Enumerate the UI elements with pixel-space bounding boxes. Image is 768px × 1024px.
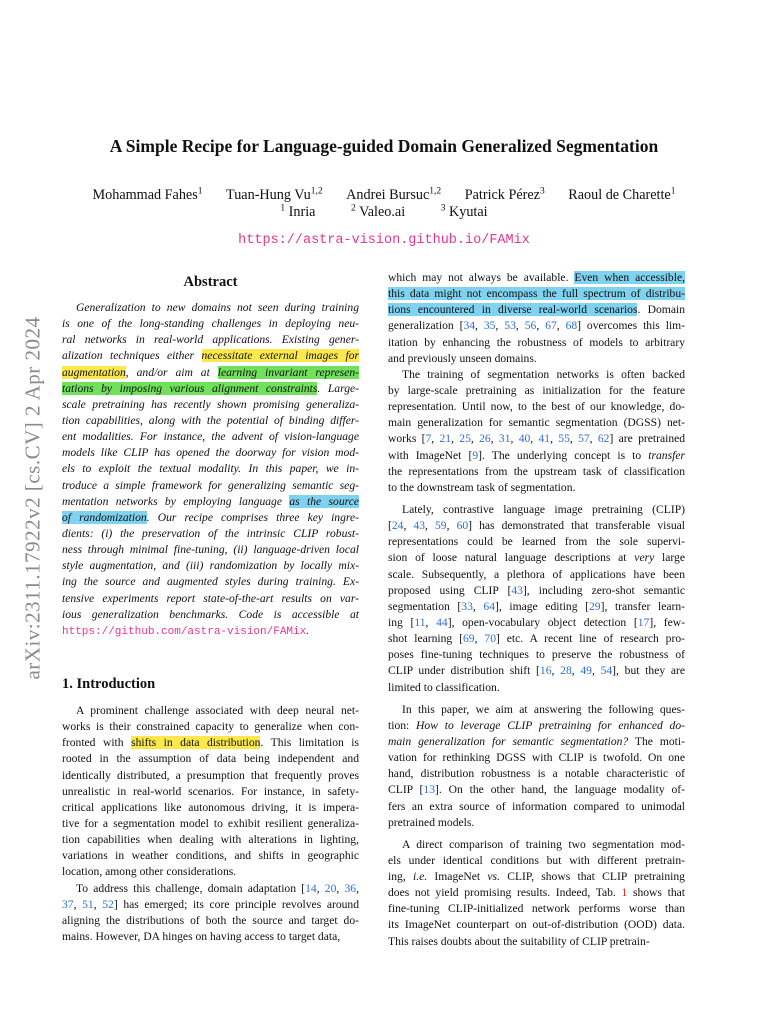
text-line bbox=[62, 574, 359, 590]
text-line bbox=[388, 351, 685, 367]
text-run: CLIP [ bbox=[388, 783, 424, 797]
text-run: ], transfer learn- bbox=[600, 599, 686, 613]
text-run: [ bbox=[388, 519, 392, 533]
text-run: , bbox=[431, 432, 440, 446]
text-run: tion capabilities when dealing with alterations in lighting, bbox=[62, 833, 359, 847]
text-run: , bbox=[475, 319, 484, 333]
text-run: works is their constrained capacity to generalize when con- bbox=[62, 720, 359, 734]
text-run: vs. bbox=[487, 870, 500, 884]
text-run: tion: bbox=[388, 718, 417, 732]
text-run: , bbox=[510, 432, 519, 446]
text-line bbox=[62, 397, 359, 413]
text-run: representation. Until now, to the best of our knowledge, do- bbox=[388, 400, 685, 414]
project-url-link[interactable]: https://astra-vision.github.io/FAMix bbox=[238, 233, 530, 248]
text-run: aligning the distributions of both the source and target do- bbox=[62, 913, 359, 927]
highlighted-text: augmentation bbox=[62, 365, 126, 379]
text-run: and previously unseen domains. bbox=[388, 351, 537, 365]
text-line bbox=[388, 480, 685, 496]
highlighted-text: of randomization bbox=[62, 510, 147, 524]
citation-link[interactable]: 20 bbox=[324, 881, 337, 895]
body-paragraph bbox=[388, 837, 685, 950]
citation-link[interactable]: 36 bbox=[344, 881, 357, 895]
text-run: with ImageNet [ bbox=[388, 448, 473, 462]
affiliation-list bbox=[0, 203, 768, 221]
text-run: segmentation [ bbox=[388, 599, 462, 613]
citation-link[interactable]: 49 bbox=[580, 664, 592, 678]
text-line bbox=[62, 526, 359, 542]
text-run: ] overcomes this lim- bbox=[577, 319, 686, 333]
citation-link[interactable]: 59 bbox=[435, 519, 447, 533]
text-line bbox=[388, 750, 685, 766]
text-line bbox=[62, 445, 359, 461]
text-run: ]. On the other hand, the language modality of- bbox=[435, 783, 685, 797]
text-run: style augmentation, and (iii) randomization by locally mix- bbox=[62, 559, 359, 573]
citation-link[interactable]: 64 bbox=[483, 599, 495, 613]
text-run: does not yield promising results. Indeed, Tab. bbox=[388, 886, 622, 900]
affiliation: $^2$ Valeo.ai bbox=[351, 203, 406, 220]
text-run: ing, bbox=[388, 870, 413, 884]
text-line bbox=[62, 816, 359, 832]
text-run: location, among other considerations. bbox=[62, 865, 237, 879]
text-line bbox=[388, 318, 685, 334]
text-line bbox=[62, 591, 359, 607]
text-run: identically distributed, a presumption that frequently proves bbox=[62, 768, 359, 782]
text-run: the representations from the upstream task of classification bbox=[388, 464, 685, 478]
text-run: tensive experiments report state-of-the-art results on var- bbox=[62, 591, 359, 605]
text-line bbox=[62, 719, 359, 735]
author: Raoul de Charette$^1$ bbox=[568, 186, 676, 203]
text-line bbox=[62, 897, 359, 913]
text-line bbox=[388, 702, 685, 718]
text-run: A direct comparison of training two segmentation mod- bbox=[402, 837, 685, 851]
text-run: A prominent challenge associated with deep neural net- bbox=[76, 703, 359, 717]
text-line bbox=[62, 300, 359, 316]
text-run: shows that bbox=[627, 886, 685, 900]
text-run: pretrained models. bbox=[388, 815, 475, 829]
text-line bbox=[62, 494, 359, 510]
text-run: ] are pretrained bbox=[609, 432, 686, 446]
text-run: ], including zero-shot semantic bbox=[522, 583, 685, 597]
text-line bbox=[62, 735, 359, 751]
text-run: proposed using CLIP [ bbox=[388, 583, 512, 597]
text-line bbox=[388, 415, 685, 431]
text-line bbox=[388, 583, 685, 599]
text-run: very bbox=[634, 551, 655, 565]
highlighted-text: as the source bbox=[289, 494, 359, 508]
text-run: How to leverage CLIP pretraining for enhanced do- bbox=[416, 718, 686, 732]
text-run: to the downstream task of segmentation. bbox=[388, 480, 576, 494]
text-line bbox=[388, 399, 685, 415]
citation-link[interactable]: 69 bbox=[463, 632, 475, 646]
text-run: models like CLIP has opened the doorway for vision mod- bbox=[62, 446, 359, 460]
text-line bbox=[388, 901, 685, 917]
text-run: , bbox=[403, 519, 414, 533]
text-run: To address this challenge, domain adaptation [ bbox=[76, 881, 306, 895]
citation-link[interactable]: 37 bbox=[62, 897, 74, 911]
text-line bbox=[62, 316, 359, 332]
citation-link[interactable]: 52 bbox=[102, 897, 114, 911]
highlighted-text: Even when accessible, bbox=[574, 271, 685, 284]
text-run: ], few- bbox=[649, 615, 686, 629]
text-run: This raises doubts about the suitability of CLIP pretrain- bbox=[388, 934, 650, 948]
text-line bbox=[62, 413, 359, 429]
text-line bbox=[62, 784, 359, 800]
citation-link[interactable]: 26 bbox=[479, 432, 491, 446]
intro-heading: 1. Introduction bbox=[62, 675, 156, 692]
citation-link[interactable]: 11 bbox=[414, 615, 426, 629]
text-line bbox=[388, 917, 685, 933]
text-run: vation for rethinking DGSS with CLIP is twofold. On one bbox=[388, 751, 685, 765]
author-list bbox=[0, 186, 768, 204]
text-line bbox=[388, 885, 685, 901]
citation-link[interactable]: 7 bbox=[425, 432, 432, 446]
text-run: , bbox=[472, 599, 484, 613]
text-line bbox=[62, 542, 359, 558]
text-line bbox=[388, 335, 685, 351]
text-run: , bbox=[474, 632, 485, 646]
text-line bbox=[62, 913, 359, 929]
citation-link[interactable]: 14 bbox=[305, 881, 317, 895]
text-run: main generalization for semantic segmentation? bbox=[388, 734, 629, 748]
text-run: , bbox=[356, 881, 359, 895]
affiliation: $^1$ Inria bbox=[280, 203, 316, 220]
citation-link[interactable]: 21 bbox=[439, 432, 452, 446]
citation-link[interactable]: 40 bbox=[518, 432, 531, 446]
text-line bbox=[388, 448, 685, 464]
text-run: ing the source and augmented styles during training. Ex- bbox=[62, 575, 359, 589]
citation-link[interactable]: 55 bbox=[558, 432, 570, 446]
body-paragraph bbox=[388, 702, 685, 831]
citation-link[interactable]: 43 bbox=[511, 583, 523, 597]
citation-link[interactable]: 67 bbox=[545, 319, 557, 333]
citation-link[interactable]: 31 bbox=[498, 432, 511, 446]
text-line bbox=[388, 815, 685, 831]
text-run: fers an extra source of information compared to unimodal bbox=[388, 799, 685, 813]
affiliation: $^3$ Kyutai bbox=[440, 203, 488, 220]
author: Patrick Pérez$^3$ bbox=[464, 186, 545, 203]
citation-link[interactable]: 41 bbox=[538, 432, 551, 446]
text-run: scale. Subsequently, a plethora of applications have been bbox=[388, 567, 685, 581]
text-line bbox=[388, 782, 685, 798]
text-run: , bbox=[569, 432, 579, 446]
text-run[interactable]: 1 bbox=[621, 886, 628, 900]
text-run: , bbox=[589, 432, 598, 446]
citation-link[interactable]: 62 bbox=[597, 432, 610, 446]
text-run: hand, distribution robustness is a notable characteristic of bbox=[388, 767, 685, 781]
text-line bbox=[388, 518, 685, 534]
text-line bbox=[62, 929, 359, 945]
text-line bbox=[388, 383, 685, 399]
citation-link[interactable]: 68 bbox=[565, 319, 578, 333]
text-line bbox=[62, 510, 359, 526]
text-run: ious generalization benchmarks. Code is accessible at bbox=[62, 607, 359, 621]
text-run: Lately, contrastive language image pretraining (CLIP) bbox=[402, 502, 685, 516]
text-run: In this paper, we aim at answering the following ques- bbox=[402, 702, 685, 716]
text-run: ], but they are bbox=[612, 664, 686, 678]
text-run: ], open-vocabulary object detection [ bbox=[447, 615, 638, 629]
text-line bbox=[388, 599, 685, 615]
text-line bbox=[62, 703, 359, 719]
text-run: , bbox=[495, 319, 505, 333]
text-run: fronted with bbox=[62, 736, 132, 750]
text-line bbox=[388, 934, 685, 950]
text-run: large bbox=[654, 551, 685, 565]
text-line bbox=[388, 853, 685, 869]
citation-link[interactable]: 28 bbox=[560, 664, 572, 678]
citation-link[interactable]: 51 bbox=[82, 897, 94, 911]
text-run: , bbox=[556, 319, 566, 333]
citation-link[interactable]: 54 bbox=[600, 664, 613, 678]
body-paragraph bbox=[388, 270, 685, 367]
text-run: , bbox=[530, 432, 539, 446]
text-line bbox=[62, 429, 359, 445]
text-run: mentation networks by employing language bbox=[62, 494, 290, 508]
text-run: , bbox=[571, 664, 581, 678]
text-run: itation by enhancing the robustness of models to arbitrary bbox=[388, 335, 685, 349]
citation-link[interactable]: 9 bbox=[472, 448, 479, 462]
body-paragraph bbox=[388, 367, 685, 496]
text-run: dients: (i) the preservation of the intrinsic CLIP robust- bbox=[62, 526, 359, 540]
text-run: fine-tuning CLIP-initialized network performs worse than bbox=[388, 902, 685, 916]
text-line bbox=[62, 848, 359, 864]
text-run: troduce a simple framework for generalizing semantic seg- bbox=[62, 478, 359, 492]
intro-paragraph bbox=[62, 881, 359, 946]
text-run: unrealistic in real-world scenarios. For instance, in safety- bbox=[62, 784, 359, 798]
text-line bbox=[388, 464, 685, 480]
highlighted-text: learning invariant represen- bbox=[217, 365, 359, 379]
text-run: . bbox=[306, 623, 310, 637]
text-line bbox=[388, 615, 685, 631]
intro-paragraph bbox=[62, 703, 359, 881]
highlighted-text: tions encountered in diverse real-world scenarios bbox=[388, 303, 638, 317]
text-run: ]. The underlying concept is to bbox=[478, 448, 649, 462]
text-line bbox=[62, 768, 359, 784]
text-run: , and/or aim at bbox=[125, 365, 218, 379]
citation-link[interactable]: 16 bbox=[539, 664, 552, 678]
text-run: , bbox=[550, 432, 559, 446]
highlighted-text: shifts in data distribution bbox=[131, 736, 261, 750]
text-run: . This limitation is bbox=[260, 736, 360, 750]
text-line bbox=[62, 832, 359, 848]
author: Andrei Bursuc$^{1,2}$ bbox=[346, 186, 442, 203]
text-run: rooted in the assumption of data being independent and bbox=[62, 752, 359, 766]
text-run: els to exploit the textual modality. In this paper, we in- bbox=[62, 462, 359, 476]
text-run: , bbox=[93, 897, 103, 911]
text-run: , bbox=[551, 664, 561, 678]
text-run: transfer bbox=[648, 448, 685, 462]
citation-link[interactable]: 70 bbox=[484, 632, 496, 646]
text-run: ent modalities. For instance, the advent of vision-language bbox=[62, 430, 359, 444]
text-run: by large-scale pretraining as initialization for the feature bbox=[388, 383, 685, 397]
text-line bbox=[62, 623, 359, 639]
text-run: , bbox=[446, 519, 457, 533]
abstract-paragraph bbox=[62, 300, 359, 639]
citation-link[interactable]: 24 bbox=[391, 519, 404, 533]
text-run: , bbox=[316, 881, 325, 895]
text-run: shot learning [ bbox=[388, 632, 463, 646]
author: Mohammad Fahes$^1$ bbox=[92, 186, 203, 203]
right-column bbox=[388, 270, 685, 950]
text-run: ] etc. A recent line of research pro- bbox=[496, 632, 685, 646]
citation-link[interactable]: 35 bbox=[483, 319, 496, 333]
body-paragraph bbox=[388, 502, 685, 696]
text-run: ImageNet bbox=[427, 870, 488, 884]
text-line bbox=[388, 663, 685, 679]
text-line bbox=[388, 680, 685, 696]
text-run: , bbox=[536, 319, 546, 333]
text-line bbox=[62, 881, 359, 897]
text-run: , bbox=[470, 432, 480, 446]
text-line bbox=[62, 607, 359, 623]
text-line bbox=[388, 550, 685, 566]
text-run: . Large- bbox=[317, 381, 359, 395]
text-run: scale pretraining has recently shown promising generaliza- bbox=[62, 397, 359, 411]
text-line bbox=[62, 381, 359, 397]
citation-link[interactable]: 43 bbox=[413, 519, 426, 533]
text-run: . Our recipe comprises three key ingre- bbox=[146, 510, 359, 524]
text-run: ing [ bbox=[388, 615, 415, 629]
text-run: i.e. bbox=[412, 870, 428, 884]
text-run: , bbox=[515, 319, 525, 333]
citation-link[interactable]: 60 bbox=[456, 519, 469, 533]
text-line bbox=[388, 302, 685, 318]
text-run: ] has demonstrated that transferable visual bbox=[468, 519, 686, 533]
text-line bbox=[62, 461, 359, 477]
text-run: is one of the long-standing challenges in deploying neu- bbox=[62, 317, 359, 331]
text-run: Generalization to new domains not seen during training bbox=[76, 301, 359, 314]
text-run: The training of segmentation networks is often backed bbox=[402, 367, 685, 381]
text-run: ness through minimal fine-tuning, (ii) language-driven local bbox=[62, 543, 359, 557]
text-run: alization techniques either bbox=[62, 349, 202, 363]
citation-link[interactable]: 29 bbox=[589, 599, 601, 613]
abstract-heading: Abstract bbox=[183, 274, 238, 290]
highlighted-text: this data might not encompass the full spectrum of distribu- bbox=[388, 287, 685, 301]
text-line bbox=[62, 558, 359, 574]
code-url-link[interactable]: https://github.com/astra-vision/FAMix bbox=[62, 625, 307, 638]
highlighted-text: necessitate external images for bbox=[201, 349, 360, 363]
text-line bbox=[388, 534, 685, 550]
text-line bbox=[62, 864, 359, 880]
text-run: mains. However, DA hinges on having access to target data, bbox=[62, 929, 341, 943]
citation-link[interactable]: 25 bbox=[459, 432, 471, 446]
text-run: critical applications like autonomous driving, it is impera- bbox=[62, 800, 359, 814]
text-run: CLIP, shows that CLIP pretraining bbox=[499, 870, 685, 884]
citation-link[interactable]: 13 bbox=[423, 783, 436, 797]
text-run: variations in weather conditions, and shifts in geographic bbox=[62, 849, 359, 863]
text-run: , bbox=[336, 881, 345, 895]
text-run: main generalization for semantic segmentation (DGSS) net- bbox=[388, 416, 685, 430]
text-line bbox=[62, 332, 359, 348]
text-line bbox=[388, 647, 685, 663]
citation-link[interactable]: 33 bbox=[461, 599, 473, 613]
text-run: , bbox=[591, 664, 601, 678]
text-run: els under identical conditions but with different pretrain- bbox=[388, 853, 685, 867]
text-line bbox=[388, 837, 685, 853]
text-run: poses fine-tuning techniques to preserve the robustness of bbox=[388, 648, 685, 662]
text-run: which may not always be available. bbox=[388, 271, 575, 284]
paper-title: A Simple Recipe for Language-guided Domain Generalized Segmentation bbox=[109, 136, 659, 156]
arxiv-id-text: arXiv:2311.17922v2 [cs.CV] 2 Apr 2024 bbox=[20, 316, 45, 680]
text-line bbox=[388, 766, 685, 782]
text-line bbox=[388, 286, 685, 302]
text-line bbox=[388, 869, 685, 885]
text-run: tive for a segmentation model to exhibit resilient generaliza- bbox=[62, 816, 359, 830]
text-run: tion capabilities, along with the potential of binding differ- bbox=[62, 413, 359, 427]
text-line bbox=[62, 800, 359, 816]
text-run: , bbox=[451, 432, 460, 446]
text-line bbox=[388, 431, 685, 447]
arxiv-side-label bbox=[10, 278, 56, 718]
text-run: ] has emerged; its core principle revolves around bbox=[113, 897, 360, 911]
text-line bbox=[388, 270, 685, 286]
text-run: limited to classification. bbox=[388, 680, 500, 694]
text-run: works [ bbox=[388, 432, 426, 446]
text-line bbox=[388, 367, 685, 383]
text-line bbox=[388, 567, 685, 583]
citation-link[interactable]: 34 bbox=[463, 319, 476, 333]
text-run: The moti- bbox=[628, 734, 685, 748]
text-run: , bbox=[425, 519, 435, 533]
text-run: ral networks in real-world applications. Existing gener- bbox=[62, 333, 359, 347]
text-run: ], image editing [ bbox=[495, 599, 589, 613]
text-line bbox=[62, 751, 359, 767]
citation-link[interactable]: 53 bbox=[504, 319, 516, 333]
text-run: CLIP under distribution shift [ bbox=[388, 664, 540, 678]
text-run: , bbox=[490, 432, 499, 446]
text-line bbox=[388, 631, 685, 647]
citation-link[interactable]: 56 bbox=[524, 319, 537, 333]
text-line bbox=[62, 478, 359, 494]
text-run: generalization [ bbox=[388, 319, 464, 333]
text-line bbox=[62, 365, 359, 381]
text-run: , bbox=[425, 615, 437, 629]
text-run: . Domain bbox=[637, 303, 685, 317]
text-line bbox=[388, 799, 685, 815]
text-run: its ImageNet counterpart on out-of-distribution (OOD) data. bbox=[388, 918, 685, 932]
citation-link[interactable]: 57 bbox=[578, 432, 590, 446]
text-run: representations could be learned from the sole supervi- bbox=[388, 535, 685, 549]
text-line bbox=[388, 502, 685, 518]
text-run: sion of loose natural language descriptions at bbox=[388, 551, 635, 565]
text-run: , bbox=[73, 897, 83, 911]
text-line bbox=[388, 734, 685, 750]
citation-link[interactable]: 44 bbox=[436, 615, 448, 629]
highlighted-text: tations by imposing various alignment constraints bbox=[62, 381, 318, 395]
left-column bbox=[62, 270, 359, 945]
citation-link[interactable]: 17 bbox=[637, 615, 650, 629]
text-line bbox=[388, 718, 685, 734]
text-line bbox=[62, 348, 359, 364]
author: Tuan-Hung Vu$^{1,2}$ bbox=[226, 186, 323, 203]
